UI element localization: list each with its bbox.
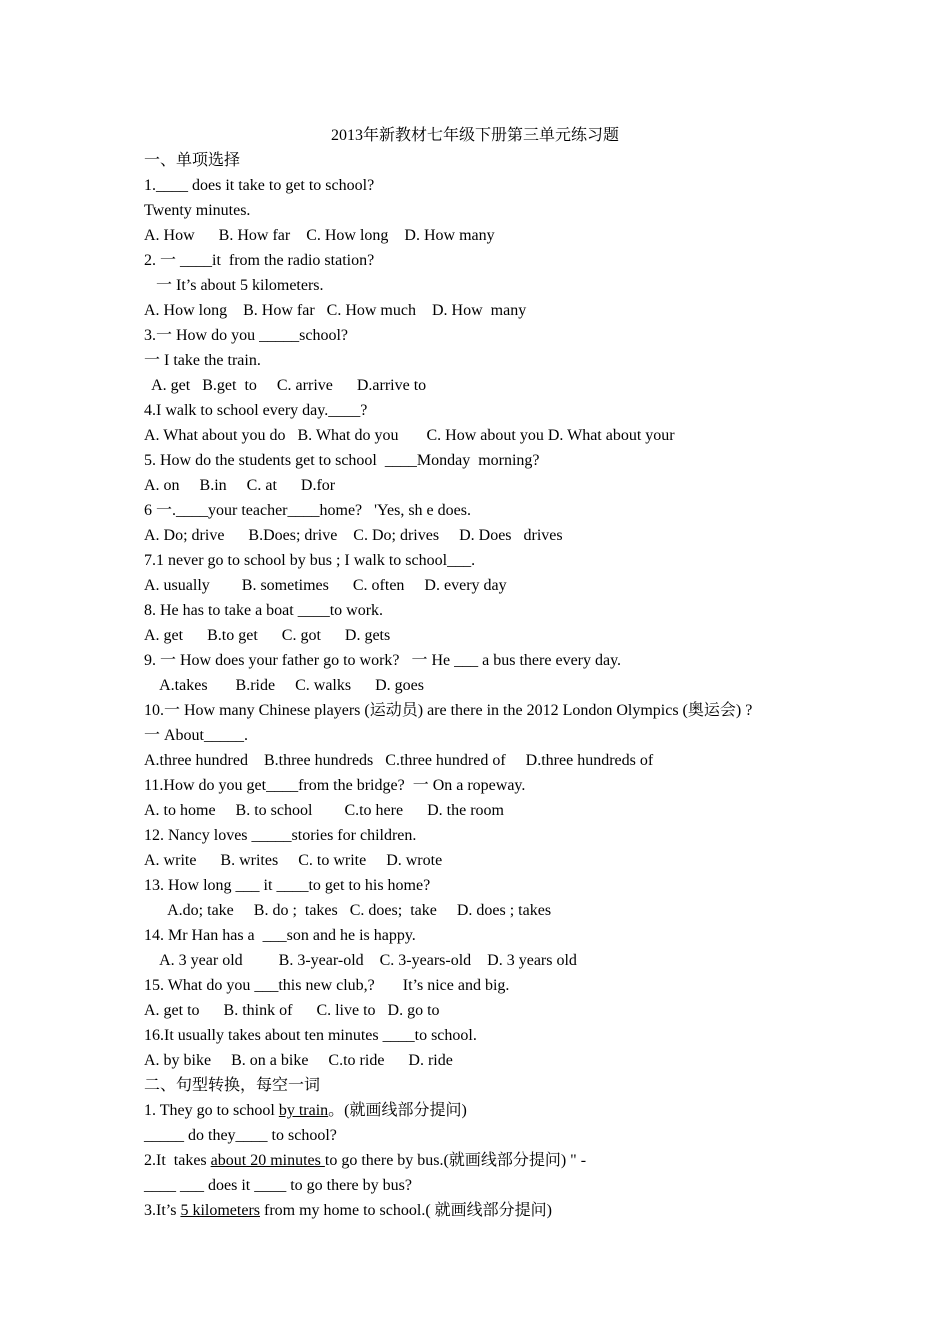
transform-q2-suffix: to go there by bus.(就画线部分提问) " - — [324, 1152, 587, 1169]
question-4: 4.I walk to school every day.____? — [144, 402, 368, 419]
transform-q1-suffix: 。(就画线部分提问) — [328, 1102, 467, 1119]
question-9-options: A.takes B.ride C. walks D. goes — [144, 677, 424, 694]
question-4-options: A. What about you do B. What do you C. How about you D. What about your — [144, 427, 675, 444]
question-5: 5. How do the students get to school ____Monday morning? — [144, 452, 540, 469]
question-14: 14. Mr Han has a ___son and he is happy. — [144, 927, 416, 944]
question-1: 1.____ does it take to get to school? — [144, 177, 375, 194]
transform-q1-underlined: by train — [278, 1102, 329, 1119]
question-16: 16.It usually takes about ten minutes ____to school. — [144, 1027, 477, 1044]
question-10: 10.一 How many Chinese players (运动员) are there in the 2012 London Olympics (奥运会) ? — [144, 702, 753, 719]
question-12: 12. Nancy loves _____stories for children. — [144, 827, 417, 844]
question-3: 3.一 How do you _____school? — [144, 327, 348, 344]
question-16-options: A. by bike B. on a bike C.to ride D. ride — [144, 1052, 453, 1069]
question-15: 15. What do you ___this new club,? It’s nice and big. — [144, 977, 510, 994]
transform-question-3 — [144, 1201, 844, 1226]
question-9: 9. 一 How does your father go to work? 一 He ___ a bus there every day. — [144, 652, 622, 669]
question-11: 11.How do you get____from the bridge? 一 On a ropeway. — [144, 777, 526, 794]
transform-q3-prefix: 3.It’s — [144, 1202, 181, 1219]
exercise-content — [144, 151, 844, 1226]
question-7: 7.1 never go to school by bus ; I walk to school___. — [144, 552, 476, 569]
transform-q3-suffix: from my home to school.( 就画线部分提问) — [260, 1202, 552, 1219]
transform-q1-prefix: 1. They go to school — [144, 1102, 279, 1119]
question-5-options: A. on B.in C. at D.for — [144, 477, 336, 494]
question-7-options: A. usually B. sometimes C. often D. every day — [144, 577, 507, 594]
page-title: 2013年新教材七年级下册第三单元练习题 — [330, 127, 619, 144]
transform-answer-2: ____ ___ does it ____ to go there by bus? — [144, 1177, 412, 1194]
question-1-answer: Twenty minutes. — [144, 202, 251, 219]
transform-answer-1: _____ do they____ to school? — [144, 1127, 337, 1144]
transform-q2-underlined: about 20 minutes — [210, 1152, 325, 1169]
transform-q3-underlined: 5 kilometers — [180, 1202, 260, 1219]
transform-question-1 — [144, 1101, 844, 1126]
transform-q2-prefix: 2.It takes — [144, 1152, 211, 1169]
question-1-options: A. How B. How far C. How long D. How many — [144, 227, 495, 244]
question-6-options: A. Do; drive B.Does; drive C. Do; drives D. Does drives — [144, 527, 563, 544]
question-14-options: A. 3 year old B. 3-year-old C. 3-years-old D. 3 years old — [144, 952, 577, 969]
question-2: 2. 一 ____it from the radio station? — [144, 252, 375, 269]
section-heading: 一、单项选择 — [144, 152, 241, 169]
question-2-answer: 一 It’s about 5 kilometers. — [144, 277, 324, 294]
question-15-options: A. get to B. think of C. live to D. go to — [144, 1002, 440, 1019]
question-2-options: A. How long B. How far C. How much D. How many — [144, 302, 527, 319]
question-6: 6 一.____your teacher____home? 'Yes, sh e does. — [144, 502, 471, 519]
question-13: 13. How long ___ it ____to get to his home? — [144, 877, 431, 894]
question-11-options: A. to home B. to school C.to here D. the room — [144, 802, 504, 819]
question-3-options: A. get B.get to C. arrive D.arrive to — [144, 377, 427, 394]
question-3-answer: 一 I take the train. — [144, 352, 261, 369]
question-8: 8. He has to take a boat ____to work. — [144, 602, 384, 619]
section-heading-2: 二、句型转换，每空一词 — [144, 1077, 321, 1094]
question-10-answer: 一 About_____. — [144, 727, 249, 744]
question-13-options: A.do; take B. do ; takes C. does; take D. does ; takes — [144, 902, 552, 919]
question-8-options: A. get B.to get C. got D. gets — [144, 627, 391, 644]
transform-question-2 — [144, 1151, 844, 1176]
question-12-options: A. write B. writes C. to write D. wrote — [144, 852, 443, 869]
question-10-options: A.three hundred B.three hundreds C.three hundred of D.three hundreds of — [144, 752, 654, 769]
